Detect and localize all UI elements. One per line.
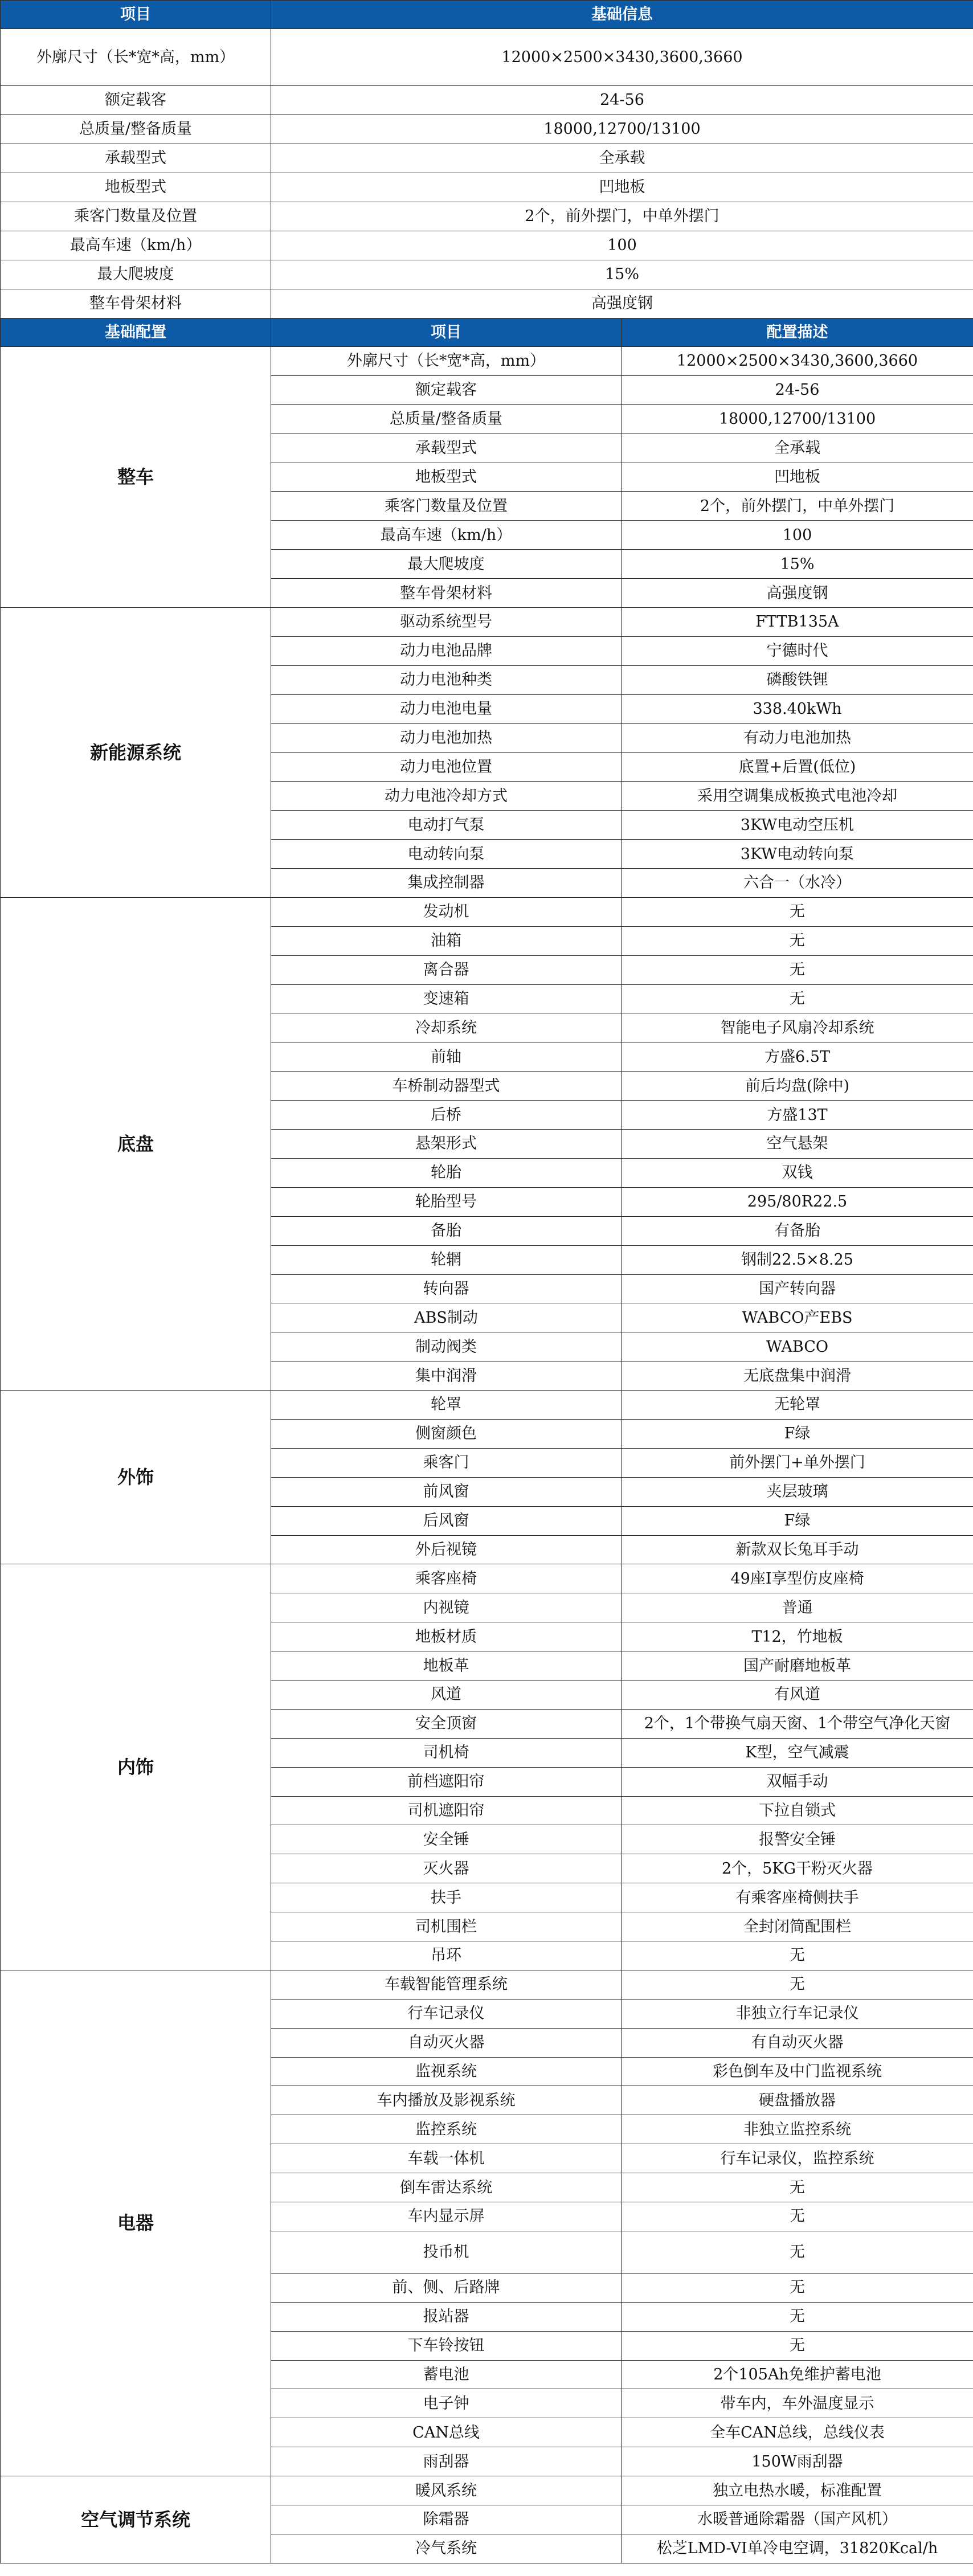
config-item-value: WABCO产EBS [622,1303,973,1332]
config-item-value: 钢制22.5×8.25 [622,1245,973,1274]
config-item-value: 无 [622,2273,973,2302]
config-item-value: 150W雨刮器 [622,2447,973,2476]
config-item-value: 全车CAN总线，总线仪表 [622,2418,973,2447]
config-item-label: CAN总线 [271,2418,622,2447]
config-item-value: 松芝LMD-VI单冷电空调，31820Kcal/h [622,2534,973,2563]
config-item-value: 无 [622,1970,973,1999]
config-item-value: 295/80R22.5 [622,1187,973,1216]
config-item-value: 有备胎 [622,1216,973,1245]
config-item-label: 电动打气泵 [271,811,622,840]
config-item-value: 六合一（水冷） [622,869,973,898]
basic-item-label: 外廓尺寸（长*宽*高，mm） [1,29,271,86]
config-item-label: 车载智能管理系统 [271,1970,622,1999]
basic-item-value: 18000,12700/13100 [271,115,973,144]
config-category: 外饰 [1,1391,271,1564]
basic-item-value: 凹地板 [271,173,973,202]
config-item-label: 监控系统 [271,2115,622,2144]
config-item-value: 无 [622,2231,973,2273]
config-item-value: 夹层玻璃 [622,1477,973,1506]
config-item-value: 无 [622,955,973,984]
config-category: 电器 [1,1970,271,2476]
config-item-label: 整车骨架材料 [271,579,622,608]
basic-item-value: 高强度钢 [271,289,973,318]
config-item-value: 全承载 [622,434,973,463]
config-row [1,347,973,376]
config-item-value: 非独立行车记录仪 [622,1999,973,2028]
config-item-label: 最高车速（km/h） [271,521,622,550]
config-category: 空气调节系统 [1,2476,271,2563]
config-category: 底盘 [1,897,271,1390]
config-item-value: FTTB135A [622,608,973,637]
config-item-value: 无 [622,984,973,1013]
config-category: 整车 [1,347,271,608]
config-item-label: 除霜器 [271,2505,622,2534]
config-item-label: 安全顶窗 [271,1709,622,1738]
basic-info-row [1,144,973,173]
config-item-value: 非独立监控系统 [622,2115,973,2144]
config-item-value: 49座I享型仿皮座椅 [622,1564,973,1593]
config-row [1,897,973,926]
config-item-value: WABCO [622,1332,973,1361]
config-item-label: 动力电池种类 [271,665,622,694]
config-item-label: 安全锤 [271,1825,622,1854]
config-item-value: F绿 [622,1506,973,1535]
config-item-value: 彩色倒车及中门监视系统 [622,2057,973,2086]
config-item-label: 集成控制器 [271,869,622,898]
config-item-label: 前档遮阳帘 [271,1767,622,1796]
basic-item-label: 最大爬坡度 [1,260,271,289]
config-item-value: 无 [622,2302,973,2331]
config-header-row [1,318,973,347]
config-item-value: 12000×2500×3430,3600,3660 [622,347,973,376]
config-item-value: 3KW电动转向泵 [622,840,973,869]
config-item-value: 2个，1个带换气扇天窗、1个带空气净化天窗 [622,1709,973,1738]
basic-item-value: 24-56 [271,86,973,115]
config-item-value: 新款双长兔耳手动 [622,1535,973,1564]
config-item-label: ABS制动 [271,1303,622,1332]
basic-item-value: 全承载 [271,144,973,173]
config-row [1,1970,973,1999]
config-item-value: 有乘客座椅侧扶手 [622,1883,973,1912]
config-item-value: 2个105Ah免维护蓄电池 [622,2360,973,2389]
config-item-value: 338.40kWh [622,694,973,723]
basic-info-row [1,115,973,144]
config-item-label: 司机围栏 [271,1912,622,1941]
config-item-value: 无 [622,926,973,955]
basic-item-label: 额定载客 [1,86,271,115]
config-item-value: 3KW电动空压机 [622,811,973,840]
config-item-value: 高强度钢 [622,579,973,608]
config-item-value: 磷酸铁锂 [622,665,973,694]
config-item-label: 车内播放及影视系统 [271,2086,622,2115]
config-item-label: 内视镜 [271,1593,622,1622]
config-header-cell: 配置描述 [622,318,973,347]
config-item-label: 灭火器 [271,1854,622,1883]
config-item-value: 带车内，车外温度显示 [622,2389,973,2418]
config-item-value: 硬盘播放器 [622,2086,973,2115]
config-item-value: 普通 [622,1593,973,1622]
config-item-label: 轮胎 [271,1158,622,1187]
basic-info-row [1,173,973,202]
config-item-value: K型，空气减震 [622,1738,973,1767]
config-item-value: 2个，前外摆门，中单外摆门 [622,492,973,521]
basic-item-label: 乘客门数量及位置 [1,202,271,231]
config-item-label: 车载一体机 [271,2144,622,2173]
config-category: 内饰 [1,1564,271,1970]
config-item-value: 无底盘集中润滑 [622,1361,973,1391]
config-item-label: 侧窗颜色 [271,1419,622,1448]
config-item-label: 额定载客 [271,375,622,404]
config-item-value: 双幅手动 [622,1767,973,1796]
config-item-value: 无 [622,897,973,926]
config-item-value: T12，竹地板 [622,1622,973,1651]
config-item-label: 动力电池冷却方式 [271,782,622,811]
config-item-label: 乘客座椅 [271,1564,622,1593]
config-item-label: 地板革 [271,1651,622,1680]
config-item-label: 动力电池品牌 [271,636,622,665]
config-item-label: 报站器 [271,2302,622,2331]
config-item-value: 宁德时代 [622,636,973,665]
config-item-label: 集中润滑 [271,1361,622,1391]
config-item-label: 乘客门 [271,1448,622,1477]
config-item-label: 倒车雷达系统 [271,2173,622,2202]
config-item-label: 发动机 [271,897,622,926]
basic-header-info: 基础信息 [271,1,973,29]
basic-info-header-row [1,1,973,29]
config-item-value: 无 [622,2331,973,2360]
config-header-cell: 基础配置 [1,318,271,347]
config-item-label: 乘客门数量及位置 [271,492,622,521]
config-item-value: 有动力电池加热 [622,723,973,753]
config-item-label: 冷气系统 [271,2534,622,2563]
config-item-label: 前、侧、后路牌 [271,2273,622,2302]
config-item-label: 投币机 [271,2231,622,2273]
config-item-value: 无轮罩 [622,1391,973,1420]
config-item-label: 轮辋 [271,1245,622,1274]
basic-item-label: 地板型式 [1,173,271,202]
config-row [1,1564,973,1593]
config-item-value: 空气悬架 [622,1130,973,1159]
config-item-value: 有风道 [622,1680,973,1709]
config-item-value: 无 [622,2173,973,2202]
config-item-value: 采用空调集成板换式电池冷却 [622,782,973,811]
config-item-value: 双钱 [622,1158,973,1187]
config-item-value: 凹地板 [622,463,973,492]
config-item-label: 吊环 [271,1941,622,1970]
config-item-label: 前轴 [271,1042,622,1072]
config-item-label: 电子钟 [271,2389,622,2418]
basic-info-row [1,29,973,86]
config-item-value: 24-56 [622,375,973,404]
config-item-value: 方盛13T [622,1101,973,1130]
config-item-label: 油箱 [271,926,622,955]
config-row [1,1391,973,1420]
config-item-value: 水暖普通除霜器（国产风机） [622,2505,973,2534]
config-item-label: 轮胎型号 [271,1187,622,1216]
config-item-label: 地板型式 [271,463,622,492]
config-item-value: 国产耐磨地板革 [622,1651,973,1680]
config-item-label: 前风窗 [271,1477,622,1506]
basic-item-value: 15% [271,260,973,289]
config-item-label: 蓄电池 [271,2360,622,2389]
basic-item-label: 总质量/整备质量 [1,115,271,144]
config-item-label: 车桥制动器型式 [271,1072,622,1101]
config-item-value: 前后均盘(除中) [622,1072,973,1101]
basic-item-label: 整车骨架材料 [1,289,271,318]
config-item-label: 最大爬坡度 [271,550,622,579]
config-item-label: 自动灭火器 [271,2028,622,2057]
config-item-value: 100 [622,521,973,550]
basic-info-row [1,231,973,260]
config-item-label: 变速箱 [271,984,622,1013]
config-item-value: 下拉自锁式 [622,1796,973,1825]
config-item-value: 18000,12700/13100 [622,404,973,434]
config-item-label: 外廓尺寸（长*宽*高，mm） [271,347,622,376]
config-item-value: 行车记录仪，监控系统 [622,2144,973,2173]
config-item-label: 地板材质 [271,1622,622,1651]
config-item-label: 暖风系统 [271,2476,622,2505]
config-item-label: 后风窗 [271,1506,622,1535]
basic-info-row [1,260,973,289]
config-item-value: 方盛6.5T [622,1042,973,1072]
config-item-label: 扶手 [271,1883,622,1912]
basic-item-value: 12000×2500×3430,3600,3660 [271,29,973,86]
config-item-label: 司机椅 [271,1738,622,1767]
config-item-value: 智能电子风扇冷却系统 [622,1013,973,1042]
config-item-label: 行车记录仪 [271,1999,622,2028]
config-item-label: 离合器 [271,955,622,984]
config-item-value: 无 [622,1941,973,1970]
config-item-label: 司机遮阳帘 [271,1796,622,1825]
config-item-label: 驱动系统型号 [271,608,622,637]
config-header-cell: 项目 [271,318,622,347]
config-item-label: 轮罩 [271,1391,622,1420]
config-item-label: 动力电池加热 [271,723,622,753]
basic-item-value: 100 [271,231,973,260]
config-item-label: 动力电池电量 [271,694,622,723]
config-item-label: 车内显示屏 [271,2202,622,2231]
config-item-value: 报警安全锤 [622,1825,973,1854]
config-row [1,608,973,637]
config-item-label: 电动转向泵 [271,840,622,869]
config-item-label: 风道 [271,1680,622,1709]
basic-item-label: 承载型式 [1,144,271,173]
config-item-label: 雨刮器 [271,2447,622,2476]
config-item-label: 外后视镜 [271,1535,622,1564]
config-item-value: 2个，5KG干粉灭火器 [622,1854,973,1883]
config-item-label: 悬架形式 [271,1130,622,1159]
config-item-label: 转向器 [271,1274,622,1303]
config-item-label: 总质量/整备质量 [271,404,622,434]
config-item-value: 底置+后置(低位) [622,753,973,782]
config-item-label: 备胎 [271,1216,622,1245]
config-item-value: 15% [622,550,973,579]
config-category: 新能源系统 [1,608,271,898]
config-item-label: 下车铃按钮 [271,2331,622,2360]
config-item-value: 全封闭简配围栏 [622,1912,973,1941]
basic-header-item: 项目 [1,1,271,29]
config-item-value: 有自动灭火器 [622,2028,973,2057]
config-item-label: 承载型式 [271,434,622,463]
config-item-value: 前外摆门+单外摆门 [622,1448,973,1477]
config-item-label: 制动阀类 [271,1332,622,1361]
basic-info-row [1,289,973,318]
config-row [1,2476,973,2505]
basic-item-value: 2个，前外摆门，中单外摆门 [271,202,973,231]
config-item-label: 监视系统 [271,2057,622,2086]
config-item-value: F绿 [622,1419,973,1448]
config-item-label: 冷却系统 [271,1013,622,1042]
config-item-value: 国产转向器 [622,1274,973,1303]
config-item-label: 动力电池位置 [271,753,622,782]
basic-item-label: 最高车速（km/h） [1,231,271,260]
basic-info-row [1,86,973,115]
config-item-label: 后桥 [271,1101,622,1130]
basic-info-row [1,202,973,231]
config-item-value: 独立电热水暖，标准配置 [622,2476,973,2505]
config-item-value: 无 [622,2202,973,2231]
